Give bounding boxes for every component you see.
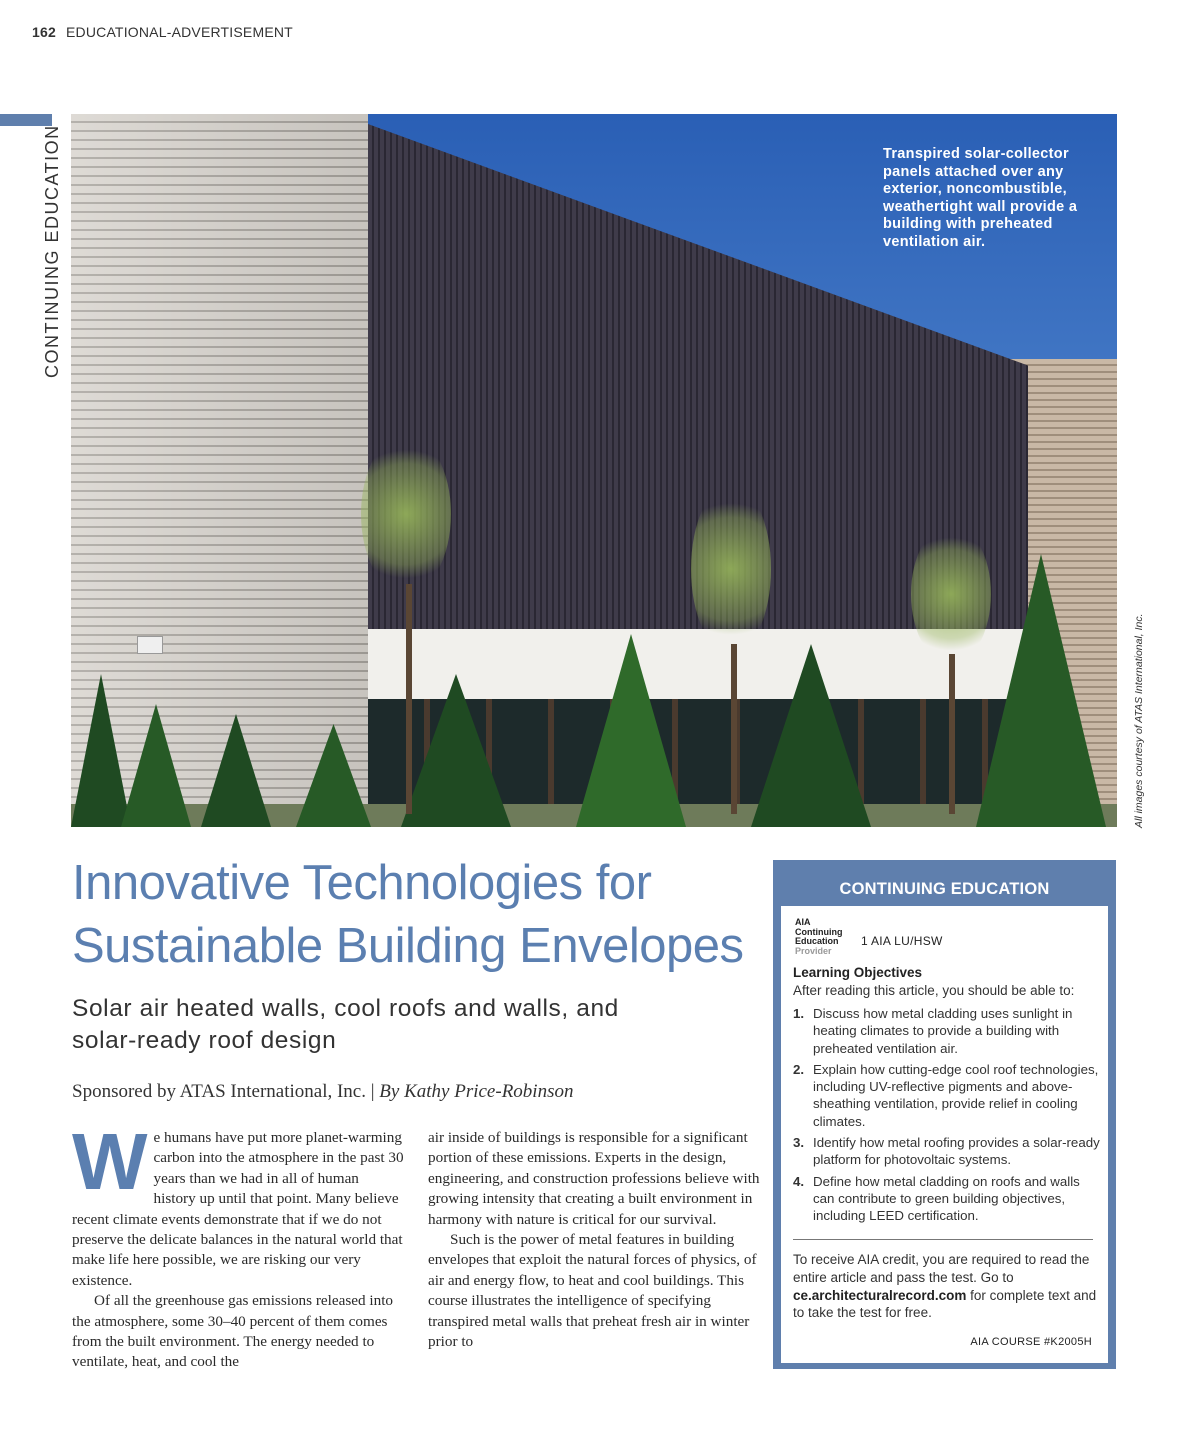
title-line-1: Innovative Technologies for	[72, 856, 652, 910]
credit-instructions	[793, 1251, 1105, 1322]
divider	[793, 1239, 1093, 1240]
objective-item	[793, 1005, 1103, 1057]
aia-provider-logo	[795, 918, 842, 956]
body-column-1	[72, 1117, 404, 1373]
author-name: By Kathy Price-Robinson	[379, 1081, 574, 1102]
title-line-2: Sustainable Building Envelopes	[72, 919, 744, 973]
side-section-label: CONTINUING EDUCATION	[42, 124, 62, 378]
objective-number: 4.	[793, 1173, 805, 1189]
objective-item	[793, 1134, 1103, 1169]
continuing-education-box	[773, 860, 1116, 1369]
paragraph-1: e humans have put more planet-warming carbon into the atmosphere in the past 30 years than we had in all of human history up until that point. Many believe recent climate events demonstrate that if we do not preserve the delicate balances in the natural world that make life here possible, we are risking our very existence.	[72, 1129, 404, 1289]
objective-item	[793, 1061, 1103, 1130]
paragraph-3: air inside of buildings is responsible for a significant portion of these emissions. Experts in the design, engineering, and construction professions believe with growing intensity that creating a built environment in harmony with nature is critical for our survival.	[428, 1129, 760, 1228]
body-column-2	[428, 1128, 760, 1352]
objective-number: 1.	[793, 1006, 805, 1021]
course-number: AIA COURSE #K2005H	[970, 1336, 1092, 1348]
page-header	[32, 24, 293, 40]
building-photo	[71, 114, 1117, 827]
photo-left-shade	[71, 114, 368, 827]
objective-text: Explain how cutting-edge cool roof technologies, including UV-reflective pigments and above-sheathing ventilation, provide relief in cooling climates.	[813, 1061, 1099, 1129]
photo-tree-canopy	[361, 434, 451, 594]
subtitle-line-1: Solar air heated walls, cool roofs and walls, and	[72, 995, 619, 1022]
photo-tree-trunk	[406, 584, 412, 814]
objective-number: 2.	[793, 1061, 805, 1077]
credit-hours: 1 AIA LU/HSW	[861, 934, 943, 948]
subtitle-line-2: solar-ready roof design	[72, 1027, 337, 1054]
photo-tree-trunk	[731, 644, 737, 814]
logo-line: Provider	[795, 945, 832, 956]
credit-text-part: To receive AIA credit, you are required to read the entire article and pass the test. Go to	[793, 1252, 1090, 1285]
objectives-intro: After reading this article, you should be able to:	[793, 983, 1075, 998]
article-subtitle	[72, 993, 752, 1057]
paragraph-4: Such is the power of metal features in building envelopes that exploit the natural forces of physics, of air and energy flow, to heat and cool buildings. This course illustrates the intelligence of specifying transpired metal walls that preheat fresh air in winter prior to	[428, 1231, 757, 1351]
drop-cap: W	[72, 1117, 148, 1206]
ce-box-heading: CONTINUING EDUCATION	[839, 880, 1050, 898]
logo-line: Education	[795, 936, 839, 946]
paragraph	[72, 1117, 404, 1291]
byline	[72, 1081, 573, 1103]
page-number: 162	[32, 24, 56, 40]
photo-tree-canopy	[691, 484, 771, 654]
ce-website-link[interactable]: ce.architecturalrecord.com	[793, 1287, 967, 1303]
ce-box-body	[781, 906, 1108, 1363]
photo-tree-trunk	[949, 654, 955, 814]
objectives-list	[793, 1005, 1103, 1229]
article-title	[72, 852, 772, 978]
objective-text: Identify how metal roofing provides a solar-ready platform for photovoltaic systems.	[813, 1135, 1100, 1168]
objective-text: Discuss how metal cladding uses sunlight in heating climates to provide a building with preheated ventilation air.	[813, 1006, 1073, 1056]
credit-text-part: for complete text and to take the test for free.	[793, 1287, 1097, 1321]
logo-line: Continuing	[795, 926, 843, 937]
logo-line: AIA	[795, 917, 811, 927]
objectives-title: Learning Objectives	[793, 965, 923, 980]
paragraph-2: Of all the greenhouse gas emissions released into the atmosphere, some 30–40 percent of them comes from the built environment. The energy needed to ventilate, heat, and cool the	[72, 1292, 394, 1371]
photo-tree-canopy	[911, 524, 991, 664]
objective-item	[793, 1173, 1103, 1225]
objective-number: 3.	[793, 1135, 805, 1151]
photo-wall-lamp	[137, 636, 163, 654]
sponsor-text: Sponsored by ATAS International, Inc. |	[72, 1081, 380, 1102]
section-label: EDUCATIONAL-ADVERTISEMENT	[65, 24, 293, 40]
photo-credit: All images courtesy of ATAS International, Inc.	[1133, 613, 1145, 828]
objective-text: Define how metal cladding on roofs and walls can contribute to green building objectives, including LEED certification.	[813, 1173, 1080, 1224]
photo-caption: Transpired solar-collector panels attached over any exterior, noncombustible, weathertight wall provide a building with preheated ventilation air.	[883, 146, 1078, 250]
